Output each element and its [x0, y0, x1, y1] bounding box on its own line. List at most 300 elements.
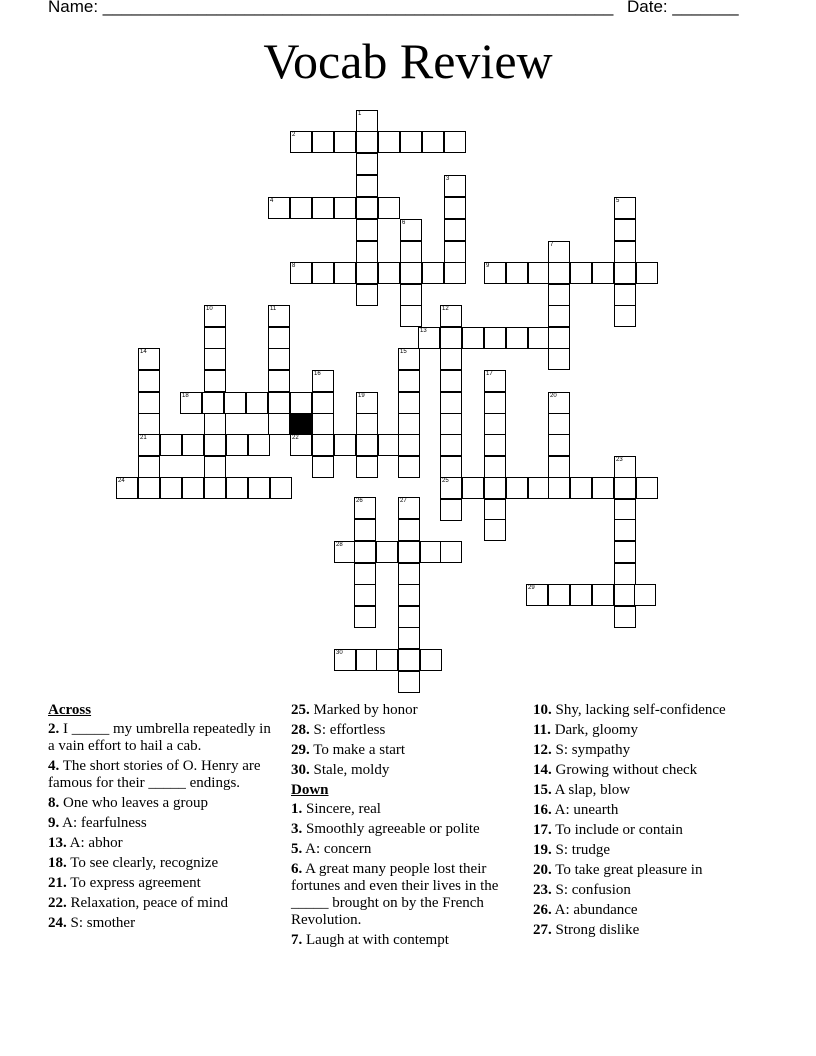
clue-text: To express agreement — [66, 875, 201, 891]
crossword-cell[interactable] — [484, 370, 506, 392]
crossword-cell[interactable] — [444, 241, 466, 263]
clue-number: 30. — [291, 762, 310, 778]
crossword-cell[interactable] — [138, 477, 160, 499]
crossword-cell[interactable] — [312, 131, 334, 153]
crossword-cell[interactable] — [614, 606, 636, 628]
crossword-cell[interactable] — [440, 413, 462, 435]
crossword-cell[interactable] — [312, 456, 334, 478]
clue-column-1 — [48, 702, 280, 935]
crossword-cell[interactable] — [356, 284, 378, 306]
crossword-cell[interactable] — [484, 477, 506, 499]
crossword-cell[interactable] — [378, 131, 400, 153]
cell-number: 26 — [356, 498, 363, 504]
cell-number: 15 — [400, 349, 407, 355]
crossword-cell[interactable] — [356, 175, 378, 197]
cell-number: 10 — [206, 306, 213, 312]
clue-number: 21. — [48, 875, 67, 891]
crossword-cell[interactable] — [634, 584, 656, 606]
crossword-cell[interactable] — [506, 327, 528, 349]
clue-number: 6. — [291, 861, 303, 877]
clue-number: 3. — [291, 821, 303, 837]
crossword-cell[interactable] — [398, 563, 420, 585]
crossword-cell[interactable] — [356, 434, 378, 456]
name-field[interactable]: Name: ______________________________________________________ — [48, 0, 614, 16]
clue-text: Shy, lacking self-confidence — [551, 702, 726, 718]
clue-text: The short stories of O. Henry are famous for their _____ endings. — [48, 758, 261, 791]
crossword-cell[interactable] — [420, 541, 442, 563]
clue-number: 22. — [48, 895, 67, 911]
crossword-cell[interactable] — [204, 456, 226, 478]
crossword-cell[interactable] — [398, 519, 420, 541]
crossword-cell[interactable] — [398, 456, 420, 478]
crossword-cell[interactable] — [138, 456, 160, 478]
crossword-black-cell — [290, 413, 312, 435]
clue-text: S: smother — [66, 915, 136, 931]
crossword-cell[interactable] — [204, 348, 226, 370]
clue-number: 11. — [533, 722, 551, 738]
crossword-cell[interactable] — [614, 563, 636, 585]
crossword-cell[interactable] — [160, 434, 182, 456]
clue-number: 25. — [291, 702, 310, 718]
crossword-cell[interactable] — [440, 456, 462, 478]
cell-number: 23 — [616, 457, 623, 463]
crossword-cell[interactable] — [548, 284, 570, 306]
clue-number: 8. — [48, 795, 60, 811]
crossword-cell[interactable] — [548, 477, 570, 499]
crossword-cell[interactable] — [356, 110, 378, 132]
cell-number: 21 — [140, 435, 147, 441]
crossword-cell[interactable] — [204, 327, 226, 349]
crossword-cell[interactable] — [204, 413, 226, 435]
clue-text: To take great pleasure in — [551, 862, 703, 878]
crossword-cell[interactable] — [268, 370, 290, 392]
crossword-cell[interactable] — [376, 541, 398, 563]
crossword-cell[interactable] — [528, 327, 550, 349]
clue-item — [48, 835, 280, 852]
clue-text: A: abhor — [66, 835, 123, 851]
date-field[interactable]: Date: _______ — [627, 0, 739, 16]
cell-number: 8 — [292, 263, 296, 269]
crossword-cell[interactable] — [290, 131, 312, 153]
clue-number: 7. — [291, 932, 303, 948]
crossword-cell[interactable] — [440, 370, 462, 392]
clue-item — [291, 861, 523, 929]
crossword-cell[interactable] — [290, 434, 312, 456]
crossword-cell[interactable] — [526, 584, 548, 606]
cell-number: 13 — [420, 328, 427, 334]
crossword-cell[interactable] — [570, 584, 592, 606]
clue-item — [48, 915, 280, 932]
clue-number: 28. — [291, 722, 310, 738]
crossword-cell[interactable] — [462, 327, 484, 349]
crossword-cell[interactable] — [226, 434, 248, 456]
clue-number: 18. — [48, 855, 67, 871]
clue-item — [48, 855, 280, 872]
cell-number: 4 — [270, 198, 274, 204]
cell-number: 11 — [270, 306, 277, 312]
crossword-cell[interactable] — [440, 434, 462, 456]
crossword-cell[interactable] — [462, 477, 484, 499]
cell-number: 5 — [616, 198, 620, 204]
clue-item — [291, 801, 523, 818]
crossword-cell[interactable] — [548, 348, 570, 370]
clue-number: 13. — [48, 835, 67, 851]
crossword-cell[interactable] — [354, 606, 376, 628]
clue-number: 2. — [48, 721, 60, 737]
cell-number: 25 — [442, 478, 449, 484]
crossword-cell[interactable] — [614, 305, 636, 327]
clue-item — [533, 862, 773, 879]
crossword-cell[interactable] — [202, 392, 224, 414]
cell-number: 24 — [118, 478, 125, 484]
crossword-cell[interactable] — [484, 262, 506, 284]
crossword-cell[interactable] — [182, 477, 204, 499]
clue-number: 24. — [48, 915, 67, 931]
crossword-cell[interactable] — [400, 284, 422, 306]
crossword-cell[interactable] — [614, 499, 636, 521]
crossword-cell[interactable] — [138, 434, 160, 456]
crossword-cell[interactable] — [268, 413, 290, 435]
clue-number: 19. — [533, 842, 552, 858]
crossword-cell[interactable] — [398, 434, 420, 456]
crossword-cell[interactable] — [356, 131, 378, 153]
crossword-cell[interactable] — [376, 649, 398, 671]
clue-text: A great many people lost their fortunes and even their lives in the _____ brought on by the French Revolution. — [291, 861, 499, 928]
crossword-cell[interactable] — [614, 262, 636, 284]
crossword-cell[interactable] — [204, 305, 226, 327]
clue-item — [533, 762, 773, 779]
crossword-cell[interactable] — [398, 606, 420, 628]
clue-item — [533, 702, 773, 719]
clue-text: To see clearly, recognize — [66, 855, 219, 871]
clue-number: 9. — [48, 815, 60, 831]
crossword-cell[interactable] — [334, 434, 356, 456]
crossword-cell[interactable] — [224, 392, 246, 414]
clue-item — [291, 821, 523, 838]
clue-number: 5. — [291, 841, 303, 857]
crossword-cell[interactable] — [398, 370, 420, 392]
crossword-cell[interactable] — [268, 305, 290, 327]
crossword-cell[interactable] — [312, 197, 334, 219]
cell-number: 29 — [528, 585, 535, 591]
crossword-cell[interactable] — [400, 219, 422, 241]
crossword-cell[interactable] — [444, 175, 466, 197]
clue-text: Growing without check — [551, 762, 698, 778]
clue-item — [533, 822, 773, 839]
clue-number: 17. — [533, 822, 552, 838]
crossword-cell[interactable] — [484, 327, 506, 349]
cell-number: 7 — [550, 242, 554, 248]
clue-text: A: unearth — [551, 802, 619, 818]
crossword-cell[interactable] — [440, 327, 462, 349]
crossword-cell[interactable] — [182, 434, 204, 456]
crossword-cell[interactable] — [484, 519, 506, 541]
crossword-cell[interactable] — [440, 305, 462, 327]
crossword-cell[interactable] — [636, 477, 658, 499]
clue-item — [533, 802, 773, 819]
crossword-cell[interactable] — [204, 434, 226, 456]
crossword-cell[interactable] — [204, 370, 226, 392]
cell-number: 14 — [140, 349, 147, 355]
clue-text: Strong dislike — [551, 922, 640, 938]
crossword-cell[interactable] — [312, 434, 334, 456]
crossword-cell[interactable] — [356, 456, 378, 478]
crossword-cell[interactable] — [354, 541, 376, 563]
clue-column-3 — [533, 702, 773, 942]
clue-item — [291, 841, 523, 858]
crossword-cell[interactable] — [334, 131, 356, 153]
crossword-cell[interactable] — [422, 262, 444, 284]
crossword-cell[interactable] — [398, 497, 420, 519]
crossword-cell[interactable] — [484, 434, 506, 456]
crossword-cell[interactable] — [614, 284, 636, 306]
cell-number: 16 — [314, 371, 321, 377]
crossword-cell[interactable] — [270, 477, 292, 499]
crossword-cell[interactable] — [506, 477, 528, 499]
crossword-cell[interactable] — [548, 305, 570, 327]
crossword-cell[interactable] — [356, 241, 378, 263]
clue-item — [48, 795, 280, 812]
crossword-cell[interactable] — [614, 477, 636, 499]
crossword-cell[interactable] — [312, 392, 334, 414]
clue-text: A: concern — [302, 841, 372, 857]
crossword-cell[interactable] — [398, 413, 420, 435]
clue-item — [48, 721, 280, 755]
crossword-cell[interactable] — [356, 413, 378, 435]
crossword-cell[interactable] — [614, 241, 636, 263]
clue-number: 15. — [533, 782, 552, 798]
crossword-cell[interactable] — [290, 262, 312, 284]
crossword-cell[interactable] — [548, 413, 570, 435]
crossword-cell[interactable] — [398, 392, 420, 414]
cell-number: 2 — [292, 132, 296, 138]
crossword-cell[interactable] — [570, 262, 592, 284]
cell-number: 22 — [292, 435, 299, 441]
clue-item — [48, 875, 280, 892]
clue-text: A slap, blow — [551, 782, 631, 798]
crossword-cell[interactable] — [268, 197, 290, 219]
clue-item — [533, 882, 773, 899]
clue-text: I _____ my umbrella repeatedly in a vain effort to hail a cab. — [48, 721, 271, 754]
crossword-cell[interactable] — [614, 519, 636, 541]
clue-number: 4. — [48, 758, 60, 774]
crossword-cell[interactable] — [444, 219, 466, 241]
crossword-cell[interactable] — [378, 262, 400, 284]
clue-item — [291, 932, 523, 949]
clue-text: Relaxation, peace of mind — [66, 895, 228, 911]
cell-number: 1 — [358, 111, 362, 117]
crossword-cell[interactable] — [400, 262, 422, 284]
clue-item — [533, 722, 773, 739]
clue-item — [533, 742, 773, 759]
crossword-cell[interactable] — [334, 649, 356, 671]
crossword-cell[interactable] — [334, 541, 356, 563]
clue-item — [48, 815, 280, 832]
cell-number: 20 — [550, 393, 557, 399]
crossword-cell[interactable] — [334, 262, 356, 284]
cell-number: 12 — [442, 306, 449, 312]
crossword-cell[interactable] — [440, 392, 462, 414]
crossword-cell[interactable] — [354, 497, 376, 519]
clue-item — [291, 742, 523, 759]
across-heading: Across — [48, 702, 92, 718]
crossword-cell[interactable] — [422, 131, 444, 153]
crossword-cell[interactable] — [378, 197, 400, 219]
clue-number: 14. — [533, 762, 552, 778]
crossword-cell[interactable] — [592, 584, 614, 606]
crossword-cell[interactable] — [354, 519, 376, 541]
crossword-cell[interactable] — [528, 262, 550, 284]
clue-text: S: confusion — [551, 882, 631, 898]
clue-text: Smoothly agreeable or polite — [302, 821, 480, 837]
crossword-cell[interactable] — [378, 434, 400, 456]
crossword-cell[interactable] — [356, 197, 378, 219]
crossword-cell[interactable] — [356, 649, 378, 671]
clue-column-2 — [291, 702, 523, 952]
cell-number: 17 — [486, 371, 493, 377]
crossword-cell[interactable] — [484, 392, 506, 414]
cell-number: 3 — [446, 176, 450, 182]
crossword-cell[interactable] — [116, 477, 138, 499]
crossword-cell[interactable] — [398, 348, 420, 370]
crossword-cell[interactable] — [356, 219, 378, 241]
clue-text: To include or contain — [551, 822, 683, 838]
crossword-cell[interactable] — [356, 392, 378, 414]
crossword-cell[interactable] — [290, 197, 312, 219]
clue-item — [48, 758, 280, 792]
crossword-cell[interactable] — [398, 671, 420, 693]
clue-text: S: sympathy — [551, 742, 631, 758]
crossword-cell[interactable] — [614, 456, 636, 478]
crossword-cell[interactable] — [592, 262, 614, 284]
crossword-cell[interactable] — [440, 477, 462, 499]
crossword-cell[interactable] — [444, 197, 466, 219]
clue-text: Dark, gloomy — [550, 722, 639, 738]
clue-item — [533, 922, 773, 939]
crossword-cell[interactable] — [312, 262, 334, 284]
crossword-cell[interactable] — [138, 392, 160, 414]
clue-number: 10. — [533, 702, 552, 718]
clue-item — [533, 902, 773, 919]
crossword-cell[interactable] — [614, 541, 636, 563]
clue-number: 23. — [533, 882, 552, 898]
crossword-cell[interactable] — [418, 327, 440, 349]
crossword-cell[interactable] — [246, 392, 268, 414]
crossword-cell[interactable] — [160, 477, 182, 499]
clue-item — [533, 782, 773, 799]
crossword-cell[interactable] — [528, 477, 550, 499]
cell-number: 30 — [336, 650, 343, 656]
crossword-cell[interactable] — [268, 348, 290, 370]
clue-item — [533, 842, 773, 859]
crossword-cell[interactable] — [440, 499, 462, 521]
crossword-cell[interactable] — [398, 541, 420, 563]
crossword-cell[interactable] — [400, 131, 422, 153]
cell-number: 18 — [182, 393, 189, 399]
crossword-cell[interactable] — [400, 241, 422, 263]
crossword-cell[interactable] — [248, 477, 270, 499]
clue-text: Stale, moldy — [309, 762, 390, 778]
crossword-cell[interactable] — [444, 131, 466, 153]
page-title: Vocab Review — [263, 33, 553, 89]
clue-item — [291, 722, 523, 739]
crossword-cell[interactable] — [312, 370, 334, 392]
crossword-cell[interactable] — [354, 563, 376, 585]
crossword-cell[interactable] — [334, 197, 356, 219]
clue-text: A: fearfulness — [59, 815, 147, 831]
crossword-cell[interactable] — [204, 477, 226, 499]
crossword-cell[interactable] — [398, 649, 420, 671]
crossword-cell[interactable] — [440, 541, 462, 563]
crossword-cell[interactable] — [614, 584, 636, 606]
clue-text: A: abundance — [551, 902, 638, 918]
cell-number: 28 — [336, 542, 343, 548]
clue-number: 16. — [533, 802, 552, 818]
crossword-cell[interactable] — [138, 348, 160, 370]
crossword-cell[interactable] — [248, 434, 270, 456]
clue-text: Sincere, real — [302, 801, 381, 817]
crossword-cell[interactable] — [506, 262, 528, 284]
crossword-cell[interactable] — [138, 413, 160, 435]
down-heading: Down — [291, 782, 329, 798]
crossword-cell[interactable] — [484, 499, 506, 521]
clue-text: Laugh at with contempt — [302, 932, 449, 948]
clue-text: Marked by honor — [309, 702, 418, 718]
crossword-cell[interactable] — [180, 392, 202, 414]
crossword-cell[interactable] — [570, 477, 592, 499]
crossword-cell[interactable] — [268, 392, 290, 414]
cell-number: 9 — [486, 263, 490, 269]
crossword-cell[interactable] — [226, 477, 248, 499]
crossword-cell[interactable] — [484, 456, 506, 478]
crossword-cell[interactable] — [548, 434, 570, 456]
crossword-cell[interactable] — [440, 348, 462, 370]
crossword-cell[interactable] — [290, 392, 312, 414]
crossword-cell[interactable] — [614, 219, 636, 241]
crossword-cell[interactable] — [268, 327, 290, 349]
crossword-cell[interactable] — [444, 262, 466, 284]
crossword-cell[interactable] — [548, 392, 570, 414]
crossword-cell[interactable] — [636, 262, 658, 284]
clue-text: One who leaves a group — [59, 795, 208, 811]
crossword-cell[interactable] — [356, 262, 378, 284]
clue-number: 27. — [533, 922, 552, 938]
crossword-cell[interactable] — [312, 413, 334, 435]
crossword-cell[interactable] — [548, 262, 570, 284]
crossword-cell[interactable] — [548, 327, 570, 349]
crossword-cell[interactable] — [138, 370, 160, 392]
clue-number: 20. — [533, 862, 552, 878]
crossword-cell[interactable] — [354, 584, 376, 606]
clue-number: 12. — [533, 742, 552, 758]
crossword-cell[interactable] — [548, 241, 570, 263]
crossword-cell[interactable] — [398, 627, 420, 649]
clue-number: 26. — [533, 902, 552, 918]
crossword-cell[interactable] — [548, 456, 570, 478]
crossword-cell[interactable] — [356, 153, 378, 175]
crossword-cell[interactable] — [420, 649, 442, 671]
clue-item — [291, 702, 523, 719]
cell-number: 6 — [402, 220, 406, 226]
clue-text: S: effortless — [309, 722, 386, 738]
crossword-cell[interactable] — [592, 477, 614, 499]
crossword-cell[interactable] — [398, 584, 420, 606]
crossword-cell[interactable] — [548, 584, 570, 606]
crossword-cell[interactable] — [614, 197, 636, 219]
crossword-cell[interactable] — [400, 305, 422, 327]
clue-text: To make a start — [309, 742, 406, 758]
crossword-cell[interactable] — [484, 413, 506, 435]
